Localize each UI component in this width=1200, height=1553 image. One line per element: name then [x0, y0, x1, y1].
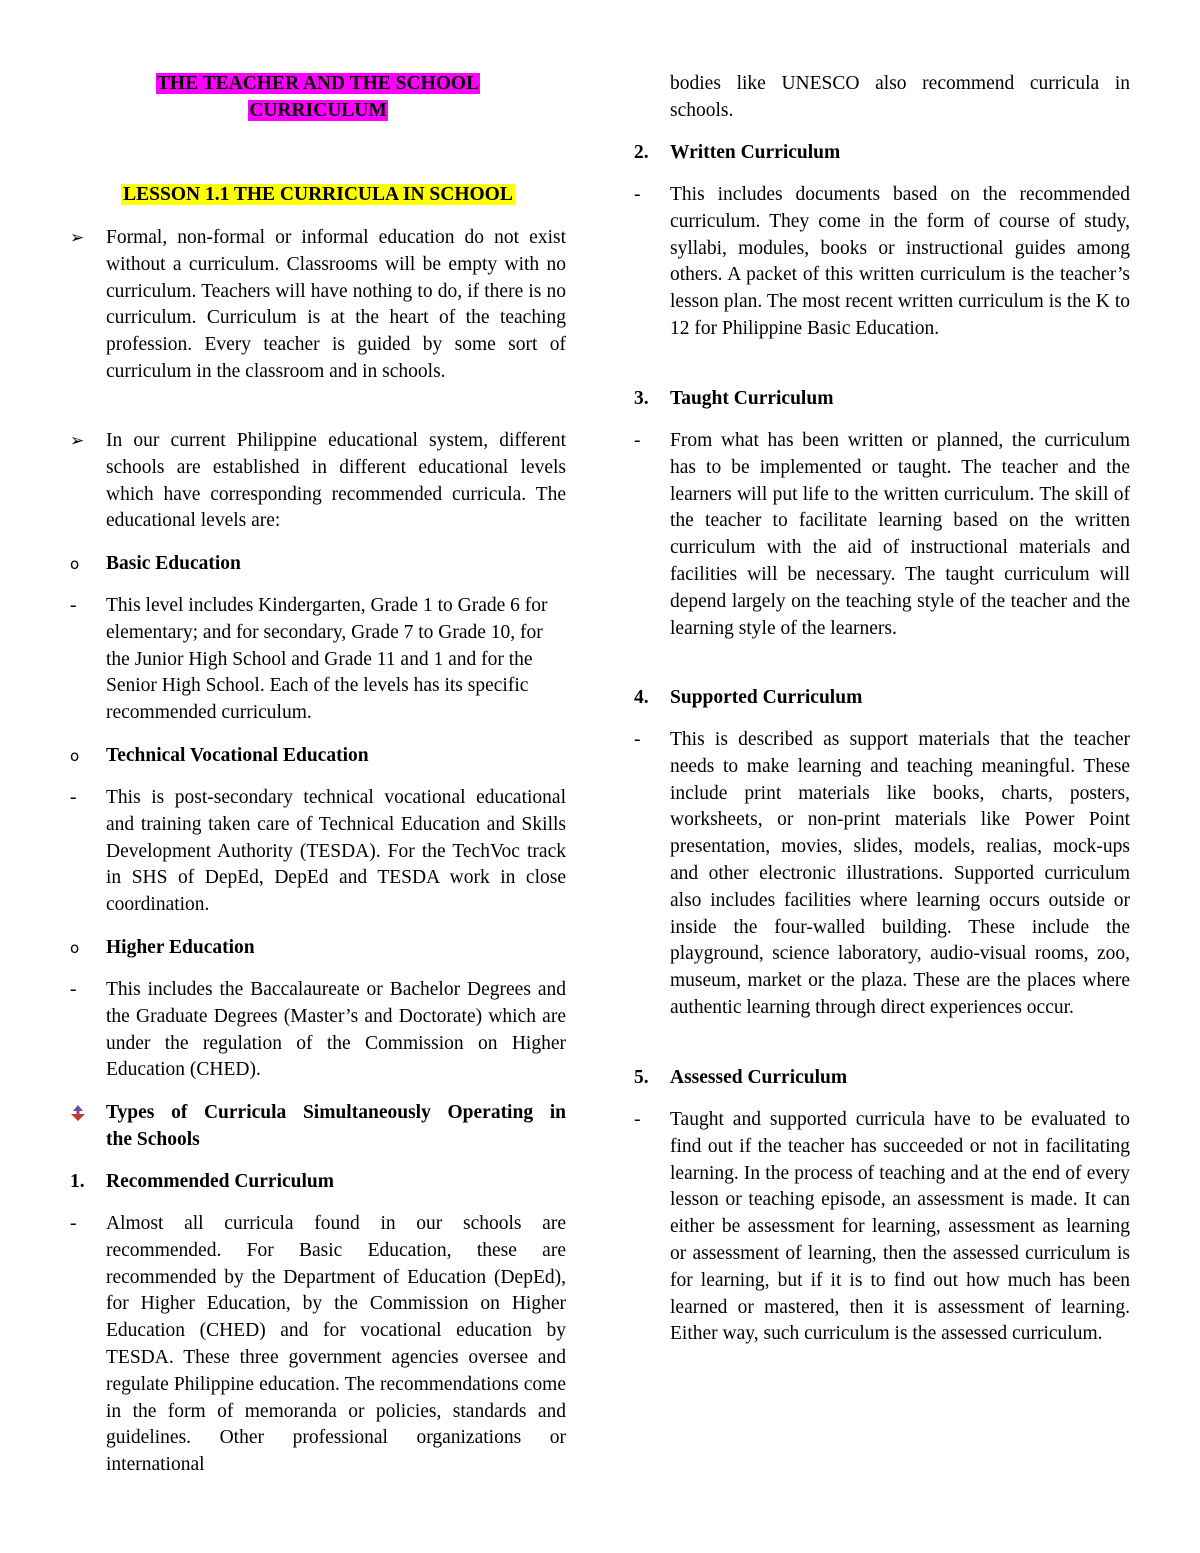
curriculum-type-description	[634, 1107, 1130, 1348]
dash-marker: -	[70, 1213, 77, 1234]
title-line-2: CURRICULUM	[249, 99, 387, 121]
dash-marker: -	[634, 1109, 641, 1130]
curriculum-type-description-continued	[634, 71, 1130, 125]
dash-marker: -	[70, 595, 77, 616]
intro-bullet	[70, 225, 566, 386]
arrow-bullet-icon: ➢	[70, 431, 85, 450]
dash-marker: -	[70, 979, 77, 1000]
intro-bullet-text: Formal, non-formal or informal education do not exist without a curriculum. Classrooms will be empty with no curriculum. Teachers will have nothing to do, if there is no curriculum. Curriculum is at the heart of the teaching profession. Every teacher is guided by some sort of curriculum in the classroom and in schools.	[106, 227, 566, 382]
dash-marker: -	[634, 430, 641, 451]
circle-bullet-icon: o	[70, 747, 80, 765]
level-description	[70, 977, 566, 1084]
curriculum-type-heading	[634, 140, 1130, 167]
document-title	[70, 71, 566, 125]
level-description-text: This level includes Kindergarten, Grade 1 to Grade 6 for elementary; and for secondary, Grade 7 to Grade 10, for the Junior High School and Grade 11 and 1 and for the Senior High School. Each of the levels has its specific recommended curriculum.	[106, 595, 548, 724]
level-heading-text: Technical Vocational Education	[106, 745, 369, 766]
diamond-arrow-icon	[70, 1100, 100, 1121]
curriculum-type-heading	[634, 1065, 1130, 1092]
curriculum-type-heading	[70, 1169, 566, 1196]
level-description-text: This is post-secondary technical vocational educational and training taken care of Technical Education and Skills Development Authority (TESDA). For the TechVoc track in SHS of DepEd, DepEd and TESDA work in close coordination.	[106, 787, 566, 916]
type-heading-text: Assessed Curriculum	[670, 1067, 848, 1088]
intro-bullet	[70, 428, 566, 535]
level-description	[70, 593, 566, 727]
type-heading-text: Recommended Curriculum	[106, 1171, 335, 1192]
type-description-text: This includes documents based on the recommended curriculum. They come in the form of course of study, syllabi, modules, books or instructional guides among others. A packet of this written curriculum is the teacher’s lesson plan. The most recent written curriculum is the K to 12 for Philippine Basic Education.	[670, 184, 1130, 339]
intro-bullet-text: In our current Philippine educational system, different schools are established in different educational levels which have corresponding recommended curricula. The educational levels are:	[106, 430, 566, 532]
type-heading-text: Taught Curriculum	[670, 388, 834, 409]
curriculum-type-description	[70, 1211, 566, 1479]
curriculum-type-description	[634, 182, 1130, 343]
arrow-bullet-icon: ➢	[70, 228, 85, 247]
circle-bullet-icon: o	[70, 939, 80, 957]
type-number: 2.	[634, 142, 649, 163]
level-description	[70, 785, 566, 919]
level-heading-text: Higher Education	[106, 937, 255, 958]
curriculum-type-description	[634, 428, 1130, 642]
curriculum-type-heading	[634, 685, 1130, 712]
level-heading	[70, 935, 566, 962]
type-description-text: Almost all curricula found in our schools are recommended. For Basic Education, these are recommended by the Department of Education (DepEd), for Higher Education, by the Commission on Higher Education (CHED) and for vocational education by TESDA. These three government agencies oversee and regulate Philippine education. The recommendations come in the form of memoranda or policies, standards and guidelines. Other professional organizations or international	[106, 1213, 566, 1476]
dash-marker: -	[634, 184, 641, 205]
curriculum-type-heading	[634, 386, 1130, 413]
level-heading	[70, 743, 566, 770]
types-heading	[70, 1100, 566, 1154]
type-number: 5.	[634, 1067, 649, 1088]
title-line-1: THE TEACHER AND THE SCHOOL	[156, 73, 480, 94]
level-description-text: This includes the Baccalaureate or Bachelor Degrees and the Graduate Degrees (Master’s and Doctorate) which are under the regulation of the Commission on Higher Education (CHED).	[106, 979, 566, 1081]
type-description-text: This is described as support materials that the teacher needs to make learning and teaching meaningful. These include print materials like books, charts, posters, worksheets, or non-print materials like Power Point presentation, movies, slides, models, realias, mock-ups and other electronic illustrations. Supported curriculum also includes facilities where learning occurs outside or inside the four-walled building. These include the playground, science laboratory, audio-visual rooms, zoo, museum, market or the plaza. These are the places where authentic learning through direct experiences occur.	[670, 729, 1130, 1018]
dash-marker: -	[634, 729, 641, 750]
types-heading-line-2: the Schools	[106, 1128, 200, 1150]
level-heading	[70, 551, 566, 578]
circle-bullet-icon: o	[70, 555, 80, 573]
dash-marker: -	[70, 787, 77, 808]
types-heading-line-1: Types of Curricula Simultaneously Operating in	[106, 1102, 566, 1123]
type-heading-text: Written Curriculum	[670, 142, 841, 163]
type-number: 3.	[634, 388, 649, 409]
type-number: 1.	[70, 1171, 85, 1192]
type-description-text: Taught and supported curricula have to be evaluated to find out if the teacher has succeeded or not in facilitating learning. In the process of teaching and at the end of every lesson or teaching episode, an assessment is made. It can either be assessment for learning, assessment as learning or assessment of learning, then the assessed curriculum is for learning, but if it is to find out how much has been learned or mastered, then it is assessment of learning. Either way, such curriculum is the assessed curriculum.	[670, 1109, 1130, 1345]
level-heading-text: Basic Education	[106, 553, 241, 574]
lesson-heading-text: LESSON 1.1 THE CURRICULA IN SCHOOL	[123, 184, 513, 205]
lesson-heading	[70, 182, 566, 209]
type-description-continued-text: bodies like UNESCO also recommend curricula in schools.	[670, 73, 1130, 121]
type-heading-text: Supported Curriculum	[670, 687, 863, 708]
type-number: 4.	[634, 687, 649, 708]
types-heading-text	[106, 1100, 566, 1154]
curriculum-type-description	[634, 727, 1130, 1022]
type-description-text: From what has been written or planned, the curriculum has to be implemented or taught. The teacher and the learners will put life to the written curriculum. The skill of the teacher to facilitate learning based on the written curriculum with the aid of instructional materials and facilities will be necessary. The taught curriculum will depend largely on the teaching style of the teacher and the learning style of the learners.	[670, 430, 1130, 639]
